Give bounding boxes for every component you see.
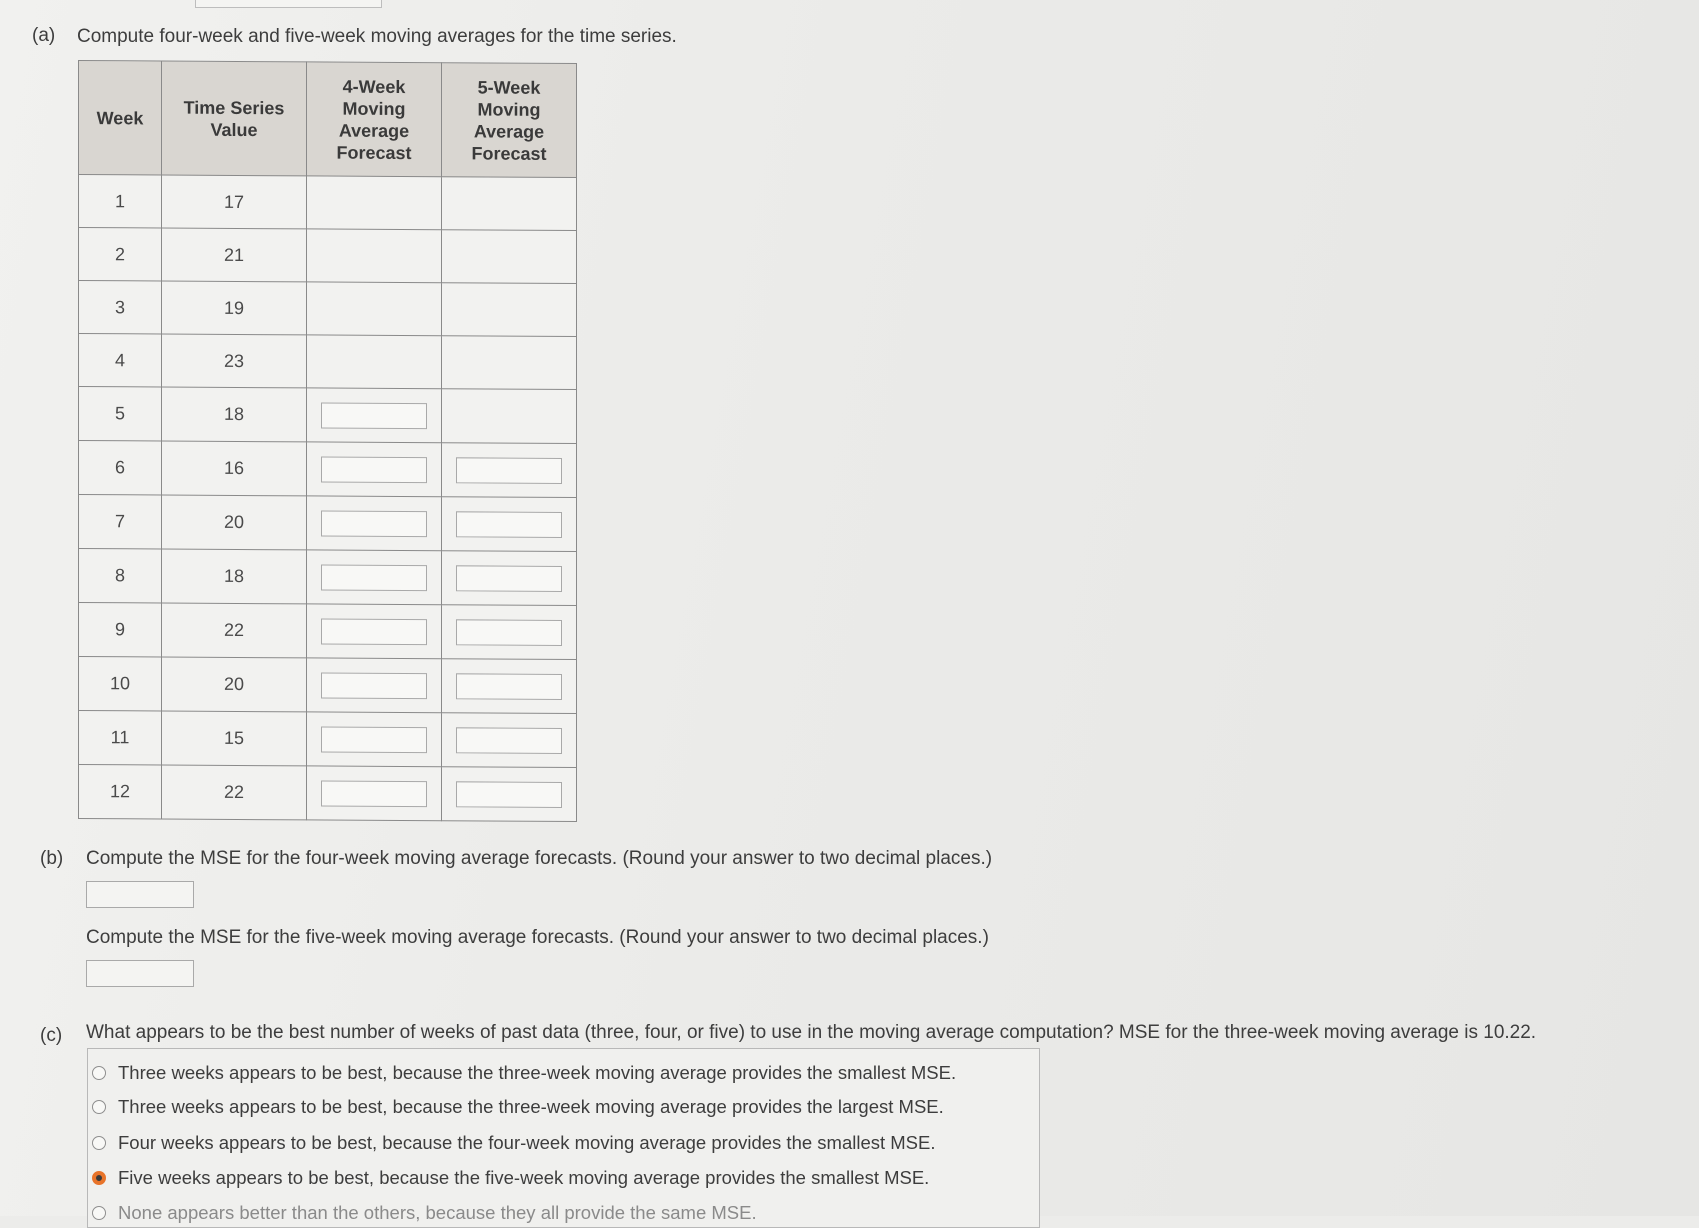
option-three-weeks-largest[interactable] xyxy=(92,1092,944,1122)
option-label: Five weeks appears to be best, because the five-week moving average provides the smallest MSE. xyxy=(118,1167,930,1188)
four-week-forecast-input-week-11[interactable] xyxy=(321,726,427,753)
four-week-input-cell xyxy=(307,604,442,659)
value-cell: 15 xyxy=(162,711,307,766)
part-b-question-five-week: Compute the MSE for the five-week moving average forecasts. (Round your answer to two decimal places.) xyxy=(86,927,989,948)
four-week-cell-empty xyxy=(307,335,442,389)
week-cell: 2 xyxy=(79,228,162,282)
part-a-question: Compute four-week and five-week moving averages for the time series. xyxy=(77,26,677,47)
table-row xyxy=(79,281,577,337)
four-week-input-cell xyxy=(307,388,442,443)
four-week-cell-empty xyxy=(307,176,442,230)
radio-icon[interactable] xyxy=(92,1066,106,1080)
mse-five-week-input[interactable] xyxy=(86,960,194,987)
four-week-forecast-input-week-12[interactable] xyxy=(321,780,427,807)
four-week-forecast-input-week-5[interactable] xyxy=(321,402,427,429)
table-row xyxy=(79,441,577,498)
five-week-forecast-input-week-7[interactable] xyxy=(456,511,562,538)
table-row xyxy=(79,711,577,768)
five-week-input-cell xyxy=(442,443,577,498)
five-week-cell-empty xyxy=(442,230,577,284)
radio-icon[interactable] xyxy=(92,1206,106,1220)
five-week-forecast-input-week-9[interactable] xyxy=(456,619,562,646)
option-label: Four weeks appears to be best, because the four-week moving average provides the smallest MSE. xyxy=(118,1132,936,1153)
table-row xyxy=(79,387,577,444)
table-row xyxy=(79,228,577,284)
part-c-options-group xyxy=(87,1048,1040,1228)
table-row xyxy=(79,549,577,606)
five-week-cell-empty xyxy=(442,177,577,231)
five-week-cell-empty xyxy=(442,336,577,390)
five-week-input-cell xyxy=(442,551,577,606)
five-week-input-cell xyxy=(442,713,577,768)
option-none-same-mse[interactable] xyxy=(92,1198,757,1228)
table-row xyxy=(79,175,577,231)
option-three-weeks-smallest[interactable] xyxy=(92,1058,956,1088)
five-week-forecast-input-week-11[interactable] xyxy=(456,727,562,754)
mse-four-week-input[interactable] xyxy=(86,881,194,908)
week-cell: 11 xyxy=(79,711,162,766)
radio-icon[interactable] xyxy=(92,1136,106,1150)
value-cell: 19 xyxy=(162,281,307,335)
part-c-question: What appears to be the best number of weeks of past data (three, four, or five) to use in the moving average computation? MSE for the three-week moving average is 10.22. xyxy=(86,1022,1537,1043)
value-cell: 20 xyxy=(162,495,307,550)
five-week-cell-empty xyxy=(442,283,577,337)
part-c-label: (c) xyxy=(40,1025,63,1046)
value-cell: 17 xyxy=(162,175,307,229)
four-week-input-cell xyxy=(307,550,442,605)
five-week-forecast-input-week-6[interactable] xyxy=(456,457,562,484)
table-header-row xyxy=(79,61,577,178)
five-week-input-cell xyxy=(442,659,577,714)
option-five-weeks-smallest[interactable] xyxy=(92,1163,929,1193)
part-b-question-four-week: Compute the MSE for the four-week moving average forecasts. (Round your answer to two decimal places.) xyxy=(86,848,993,869)
header-five-week-forecast: 5-Week Moving Average Forecast xyxy=(442,63,577,178)
table-row xyxy=(79,657,577,714)
four-week-input-cell xyxy=(307,766,442,821)
five-week-forecast-input-week-10[interactable] xyxy=(456,673,562,700)
value-cell: 22 xyxy=(162,603,307,658)
four-week-input-cell xyxy=(307,712,442,767)
four-week-forecast-input-week-7[interactable] xyxy=(321,510,427,537)
header-week: Week xyxy=(79,61,162,176)
radio-selected-icon[interactable] xyxy=(92,1171,106,1185)
value-cell: 21 xyxy=(162,228,307,282)
five-week-input-cell xyxy=(442,497,577,552)
week-cell: 4 xyxy=(79,334,162,388)
week-cell: 9 xyxy=(79,603,162,658)
header-four-week-forecast: 4-Week Moving Average Forecast xyxy=(307,62,442,177)
time-series-table xyxy=(78,60,577,822)
four-week-forecast-input-week-8[interactable] xyxy=(321,564,427,591)
part-a-label: (a) xyxy=(32,25,56,46)
five-week-input-cell xyxy=(442,605,577,660)
four-week-forecast-input-week-6[interactable] xyxy=(321,456,427,483)
four-week-input-cell xyxy=(307,442,442,497)
value-cell: 18 xyxy=(162,549,307,604)
four-week-input-cell xyxy=(307,496,442,551)
four-week-input-cell xyxy=(307,658,442,713)
table-row xyxy=(79,334,577,390)
four-week-cell-empty xyxy=(307,282,442,336)
four-week-forecast-input-week-9[interactable] xyxy=(321,618,427,645)
week-cell: 7 xyxy=(79,495,162,550)
five-week-cell-empty xyxy=(442,389,577,444)
five-week-forecast-input-week-12[interactable] xyxy=(456,781,562,808)
option-four-weeks-smallest[interactable] xyxy=(92,1128,936,1158)
four-week-forecast-input-week-10[interactable] xyxy=(321,672,427,699)
option-label: None appears better than the others, because they all provide the same MSE. xyxy=(118,1202,757,1223)
four-week-cell-empty xyxy=(307,229,442,283)
week-cell: 10 xyxy=(79,657,162,712)
part-b-label: (b) xyxy=(40,848,64,869)
week-cell: 8 xyxy=(79,549,162,604)
radio-icon[interactable] xyxy=(92,1100,106,1114)
value-cell: 16 xyxy=(162,441,307,496)
week-cell: 1 xyxy=(79,175,162,229)
week-cell: 12 xyxy=(79,765,162,820)
table-row xyxy=(79,603,577,660)
week-cell: 3 xyxy=(79,281,162,335)
week-cell: 6 xyxy=(79,441,162,496)
header-time-series-value: Time Series Value xyxy=(162,61,307,176)
value-cell: 20 xyxy=(162,657,307,712)
top-edge-strip xyxy=(195,0,382,8)
value-cell: 23 xyxy=(162,334,307,388)
option-label: Three weeks appears to be best, because the three-week moving average provides the largest MSE. xyxy=(118,1096,944,1117)
table-row xyxy=(79,765,577,822)
option-label: Three weeks appears to be best, because the three-week moving average provides the smallest MSE. xyxy=(118,1062,957,1083)
value-cell: 18 xyxy=(162,387,307,442)
table-row xyxy=(79,495,577,552)
five-week-input-cell xyxy=(442,767,577,822)
five-week-forecast-input-week-8[interactable] xyxy=(456,565,562,592)
value-cell: 22 xyxy=(162,765,307,820)
week-cell: 5 xyxy=(79,387,162,442)
